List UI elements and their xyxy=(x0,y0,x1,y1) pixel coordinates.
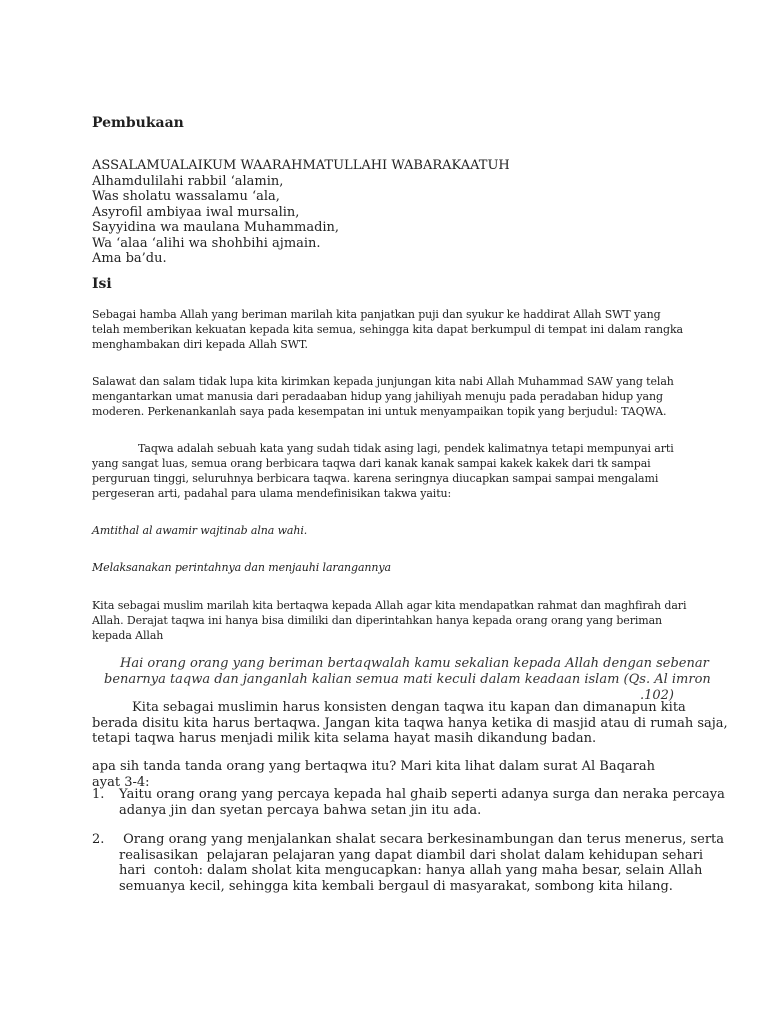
quote-line: Hai orang orang yang beriman bertaqwalah kamu sekalian kepada Allah dengan sebenar xyxy=(120,656,709,671)
list-number: 1. xyxy=(92,787,105,802)
paragraph-line: yang sangat luas, semua orang berbicara taqwa dari kanak kanak sampai kakek kakek dari tk sampai xyxy=(92,457,651,470)
greeting-line: Alhamdulilahi rabbil ‘alamin, xyxy=(92,173,284,189)
list-item-line: Orang orang yang menjalankan shalat secara berkesinambungan dan terus menerus, serta xyxy=(119,832,725,847)
paragraph-line: Kita sebagai muslimin harus konsisten dengan taqwa itu kapan dan dimanapun kita xyxy=(132,700,686,715)
list-item-line: adanya jin dan syetan percaya bahwa setan jin itu ada. xyxy=(119,802,482,818)
list-item-line: realisasikan pelajaran pelajaran yang dapat diambil dari sholat dalam kehidupan sehari xyxy=(119,847,703,863)
takwa-definition: Amtithal al awamir wajtinab alna wahi. xyxy=(92,524,308,537)
paragraph-1 xyxy=(92,307,682,352)
greeting-line: Sayyidina wa maulana Muhammadin, xyxy=(92,220,340,235)
paragraph-line: moderen. Perkenankanlah saya pada kesempatan ini untuk menyampaikan topik yang berjudul: TAQWA. xyxy=(92,405,667,418)
list-item-line: hari contoh: dalam sholat kita mengucapkan: hanya allah yang maha besar, selain Allah xyxy=(119,863,703,878)
paragraph-line: Sebagai hamba Allah yang beriman marilah kita panjatkan puji dan syukur ke haddirat Allah SWT yang xyxy=(92,308,661,321)
list-item xyxy=(92,832,725,894)
takwa-translation: Melaksanakan perintahnya dan menjauhi larangannya xyxy=(92,561,391,574)
paragraph-line: tetapi taqwa harus menjadi milik kita selama hayat masih dikandung badan. xyxy=(92,731,597,746)
greeting-line: Wa ‘alaa ‘alihi wa shohbihi ajmain. xyxy=(92,235,321,251)
paragraph-2 xyxy=(92,374,682,419)
question-line: apa sih tanda tanda orang yang bertaqwa itu? Mari kita lihat dalam surat Al Baqarah ayat 3-4: xyxy=(92,759,656,790)
paragraph-line: pergeseran arti, padahal para ulama mendefinisikan takwa yaitu: xyxy=(92,487,452,500)
list-number: 2. xyxy=(92,832,105,847)
list-item xyxy=(92,787,725,818)
paragraph-line: Taqwa adalah sebuah kata yang sudah tidak asing lagi, pendek kalimatnya tetapi mempunyai arti xyxy=(138,442,674,455)
paragraph-line: telah memberikan kekuatan kepada kita semua, sehingga kita dapat berkumpul di tempat ini dalam rangka xyxy=(92,323,683,336)
greeting-line: Asyrofil ambiyaa iwal mursalin, xyxy=(92,204,300,220)
paragraph-line: Salawat dan salam tidak lupa kita kirimkan kepada junjungan kita nabi Allah Muhammad SAW yang telah xyxy=(92,375,674,388)
paragraph-line: menghambakan diri kepada Allah SWT. xyxy=(92,338,308,351)
paragraph-line: berada disitu kita harus bertaqwa. Jangan kita taqwa hanya ketika di masjid atau di rumah saja, xyxy=(92,715,728,731)
list-item-line: Yaitu orang orang yang percaya kepada hal ghaib seperti adanya surga dan neraka percaya xyxy=(119,787,725,802)
paragraph-4 xyxy=(92,598,687,643)
opening-heading: Pembukaan xyxy=(92,115,184,131)
quran-quote xyxy=(104,656,711,704)
signs-list xyxy=(92,787,725,894)
paragraph-line: Allah. Derajat taqwa ini hanya bisa dimiliki dan diperintahkan hanya kepada orang orang yang beriman xyxy=(92,614,663,627)
paragraph-line: kepada Allah xyxy=(92,629,164,642)
content-heading: Isi xyxy=(92,276,112,292)
opening-greeting xyxy=(92,158,682,267)
greeting-line: Was sholatu wassalamu ‘ala, xyxy=(92,189,280,204)
paragraph-line: Kita sebagai muslim marilah kita bertaqwa kepada Allah agar kita mendapatkan rahmat dan maghfirah dari xyxy=(92,599,687,612)
paragraph-5 xyxy=(92,700,728,747)
paragraph-3 xyxy=(92,441,682,501)
greeting-line: ASSALAMUALAIKUM WAARAHMATULLAHI WABARAKAATUH xyxy=(92,158,510,173)
list-item-line: semuanya kecil, sehingga kita kembali bergaul di masyarakat, sombong kita hilang. xyxy=(119,878,673,894)
quote-reference: .102) xyxy=(639,688,674,703)
quote-line: benarnya taqwa dan janganlah kalian semua mati keculi dalam keadaan islam (Qs. Al imron xyxy=(104,672,711,687)
greeting-line: Ama ba’du. xyxy=(92,251,167,266)
paragraph-line: perguruan tinggi, seluruhnya berbicara taqwa. karena seringnya diucapkan sampai sampai mengalami xyxy=(92,472,659,485)
paragraph-line: mengantarkan umat manusia dari peradaaban hidup yang jahiliyah menuju pada peradaban hidup yang xyxy=(92,390,663,403)
